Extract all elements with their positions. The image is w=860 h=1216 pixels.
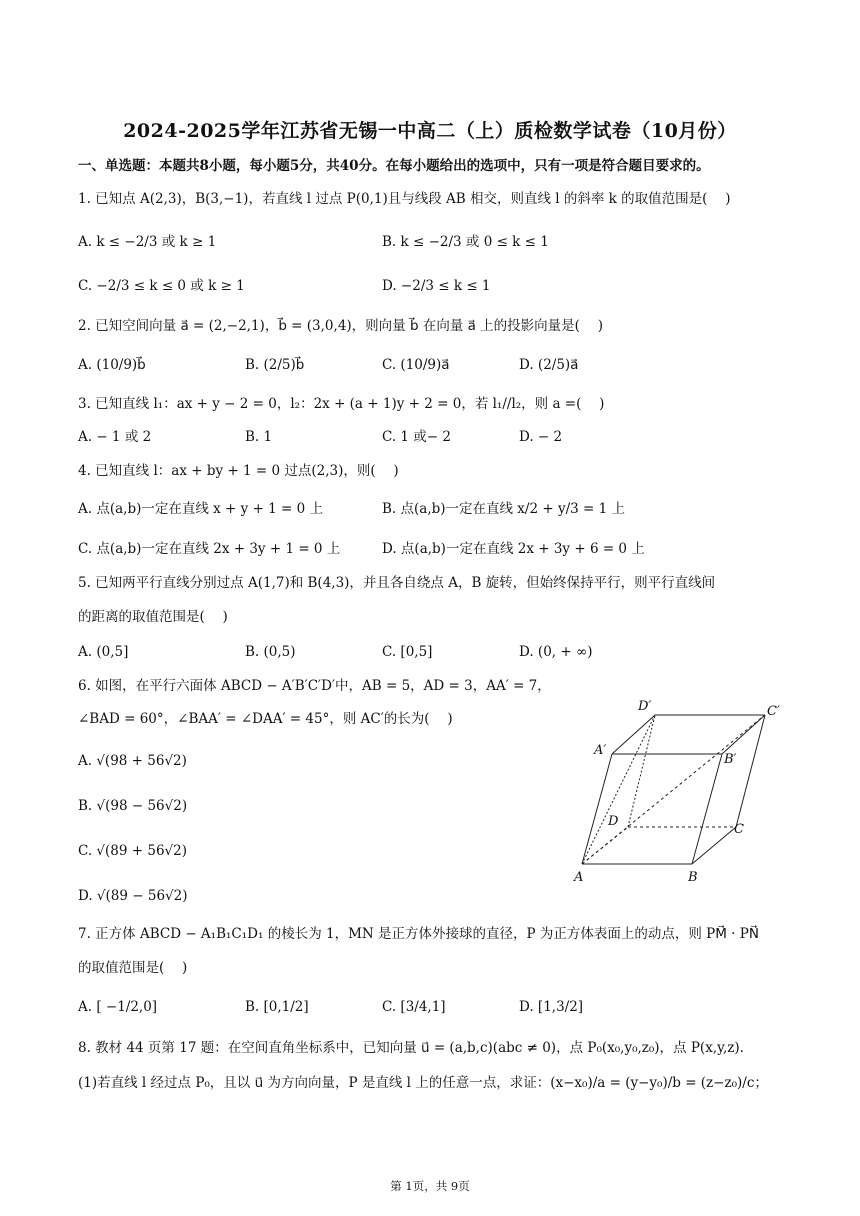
page-footer: 第 1页，共 9页 xyxy=(390,1179,470,1193)
question-2-stem: 2. 已知空间向量 a⃗ = (2,−2,1)，b⃗ = (3,0,4)，则向量 b⃗ 在向量 a⃗ 上的投影向量是( ) xyxy=(78,318,604,334)
diagonal-ac1 xyxy=(582,715,765,864)
page-title: 2024-2025学年江苏省无锡一中高二（上）质检数学试卷（10月份） xyxy=(123,120,737,142)
question-1-option-b: B. k ≤ −2/3 或 0 ≤ k ≤ 1 xyxy=(382,234,549,250)
question-3-option-b: B. 1 xyxy=(245,429,273,445)
question-7-option-a: A. [ −1/2,0] xyxy=(78,999,158,1015)
question-6-stem-line1: 6. 如图，在平行六面体 ABCD − A′B′C′D′中，AB = 5，AD = 3，AA′ = 7， xyxy=(78,678,551,694)
vertex-label-c: C xyxy=(734,822,744,837)
question-1-option-d: D. −2/3 ≤ k ≤ 1 xyxy=(382,278,491,294)
question-5-option-b: B. (0,5) xyxy=(245,644,296,660)
question-1-option-c: C. −2/3 ≤ k ≤ 0 或 k ≥ 1 xyxy=(78,278,245,294)
question-4-option-a: A. 点(a,b)一定在直线 x + y + 1 = 0 上 xyxy=(78,501,324,517)
edge-bc xyxy=(692,827,736,864)
edge-aa1 xyxy=(582,754,612,864)
diagonal-ad1 xyxy=(582,715,655,864)
edge-dd1 xyxy=(628,715,655,827)
edge-bb1 xyxy=(692,754,722,864)
parallelepiped-figure xyxy=(572,688,792,888)
vertex-label-d: D xyxy=(608,814,619,829)
question-2-option-c: C. (10/9)a⃗ xyxy=(382,357,450,373)
section-heading: 一、单选题：本题共8小题，每小题5分，共40分。在每小题给出的选项中，只有一项是符合题目要求的。 xyxy=(78,158,710,174)
edge-b1c1 xyxy=(722,715,765,754)
question-1-stem: 1. 已知点 A(2,3)，B(3,−1)，若直线 l 过点 P(0,1)且与线段 AB 相交，则直线 l 的斜率 k 的取值范围是( ) xyxy=(78,191,731,207)
question-1-option-a: A. k ≤ −2/3 或 k ≥ 1 xyxy=(78,234,217,250)
question-3-stem: 3. 已知直线 l₁：ax + y − 2 = 0，l₂：2x + (a + 1)y + 2 = 0，若 l₁//l₂，则 a =( ) xyxy=(78,396,605,412)
question-6-option-b: B. √(98 − 56√2) xyxy=(78,798,188,814)
question-7-option-b: B. [0,1/2] xyxy=(245,999,309,1015)
question-3-option-d: D. − 2 xyxy=(519,429,563,445)
question-7-stem-line2: 的取值范围是( ) xyxy=(78,960,188,976)
vertex-label-d1: D′ xyxy=(638,699,652,714)
question-2-option-a: A. (10/9)b⃗ xyxy=(78,357,146,373)
edge-a1d1 xyxy=(612,715,655,754)
question-5-option-d: D. (0, + ∞) xyxy=(519,644,593,660)
vertex-label-c1: C′ xyxy=(767,704,780,719)
question-5-option-a: A. (0,5] xyxy=(78,644,129,660)
question-3-option-c: C. 1 或− 2 xyxy=(382,429,452,445)
question-4-stem: 4. 已知直线 l：ax + by + 1 = 0 过点(2,3)，则( ) xyxy=(78,463,399,479)
vertex-label-b: B xyxy=(688,870,698,885)
question-6-stem-line2: ∠BAD = 60°，∠BAA′ = ∠DAA′ = 45°，则 AC′的长为( ) xyxy=(78,711,453,727)
question-7-option-d: D. [1,3/2] xyxy=(519,999,584,1015)
question-4-option-b: B. 点(a,b)一定在直线 x/2 + y/3 = 1 上 xyxy=(382,501,625,517)
question-2-option-b: B. (2/5)b⃗ xyxy=(245,357,305,373)
edge-cc1 xyxy=(736,715,765,827)
question-2-option-d: D. (2/5)a⃗ xyxy=(519,357,579,373)
question-5-option-c: C. [0,5] xyxy=(382,644,433,660)
vertex-label-a: A xyxy=(574,870,584,885)
question-4-option-d: D. 点(a,b)一定在直线 2x + 3y + 6 = 0 上 xyxy=(382,541,645,557)
vertex-label-a1: A′ xyxy=(594,743,607,758)
question-5-stem-line2: 的距离的取值范围是( ) xyxy=(78,609,228,625)
question-5-stem-line1: 5. 已知两平行直线分别过点 A(1,7)和 B(4,3)，并且各自绕点 A，B 旋转，但始终保持平行，则平行直线间 xyxy=(78,575,716,591)
question-8-stem-line1: 8. 教材 44 页第 17 题：在空间直角坐标系中，已知向量 u⃗ = (a,b,c)(abc ≠ 0)，点 P₀(x₀,y₀,z₀)，点 P(x,y,z). xyxy=(78,1040,744,1056)
question-7-option-c: C. [3/4,1] xyxy=(382,999,446,1015)
question-6-option-d: D. √(89 − 56√2) xyxy=(78,888,188,904)
question-4-option-c: C. 点(a,b)一定在直线 2x + 3y + 1 = 0 上 xyxy=(78,541,341,557)
question-8-stem-line2: (1)若直线 l 经过点 P₀，且以 u⃗ 为方向向量，P 是直线 l 上的任意一点，求证：(x−x₀)/a = (y−y₀)/b = (z−z₀)/c； xyxy=(78,1075,768,1091)
question-6-option-c: C. √(89 + 56√2) xyxy=(78,843,188,859)
question-3-option-a: A. − 1 或 2 xyxy=(78,429,152,445)
question-6-option-a: A. √(98 + 56√2) xyxy=(78,753,187,769)
question-7-stem-line1: 7. 正方体 ABCD − A₁B₁C₁D₁ 的棱长为 1，MN 是正方体外接球的直径，P 为正方体表面上的动点，则 PM⃗ · PN⃗ xyxy=(78,926,759,942)
vertex-label-b1: B′ xyxy=(724,752,737,767)
